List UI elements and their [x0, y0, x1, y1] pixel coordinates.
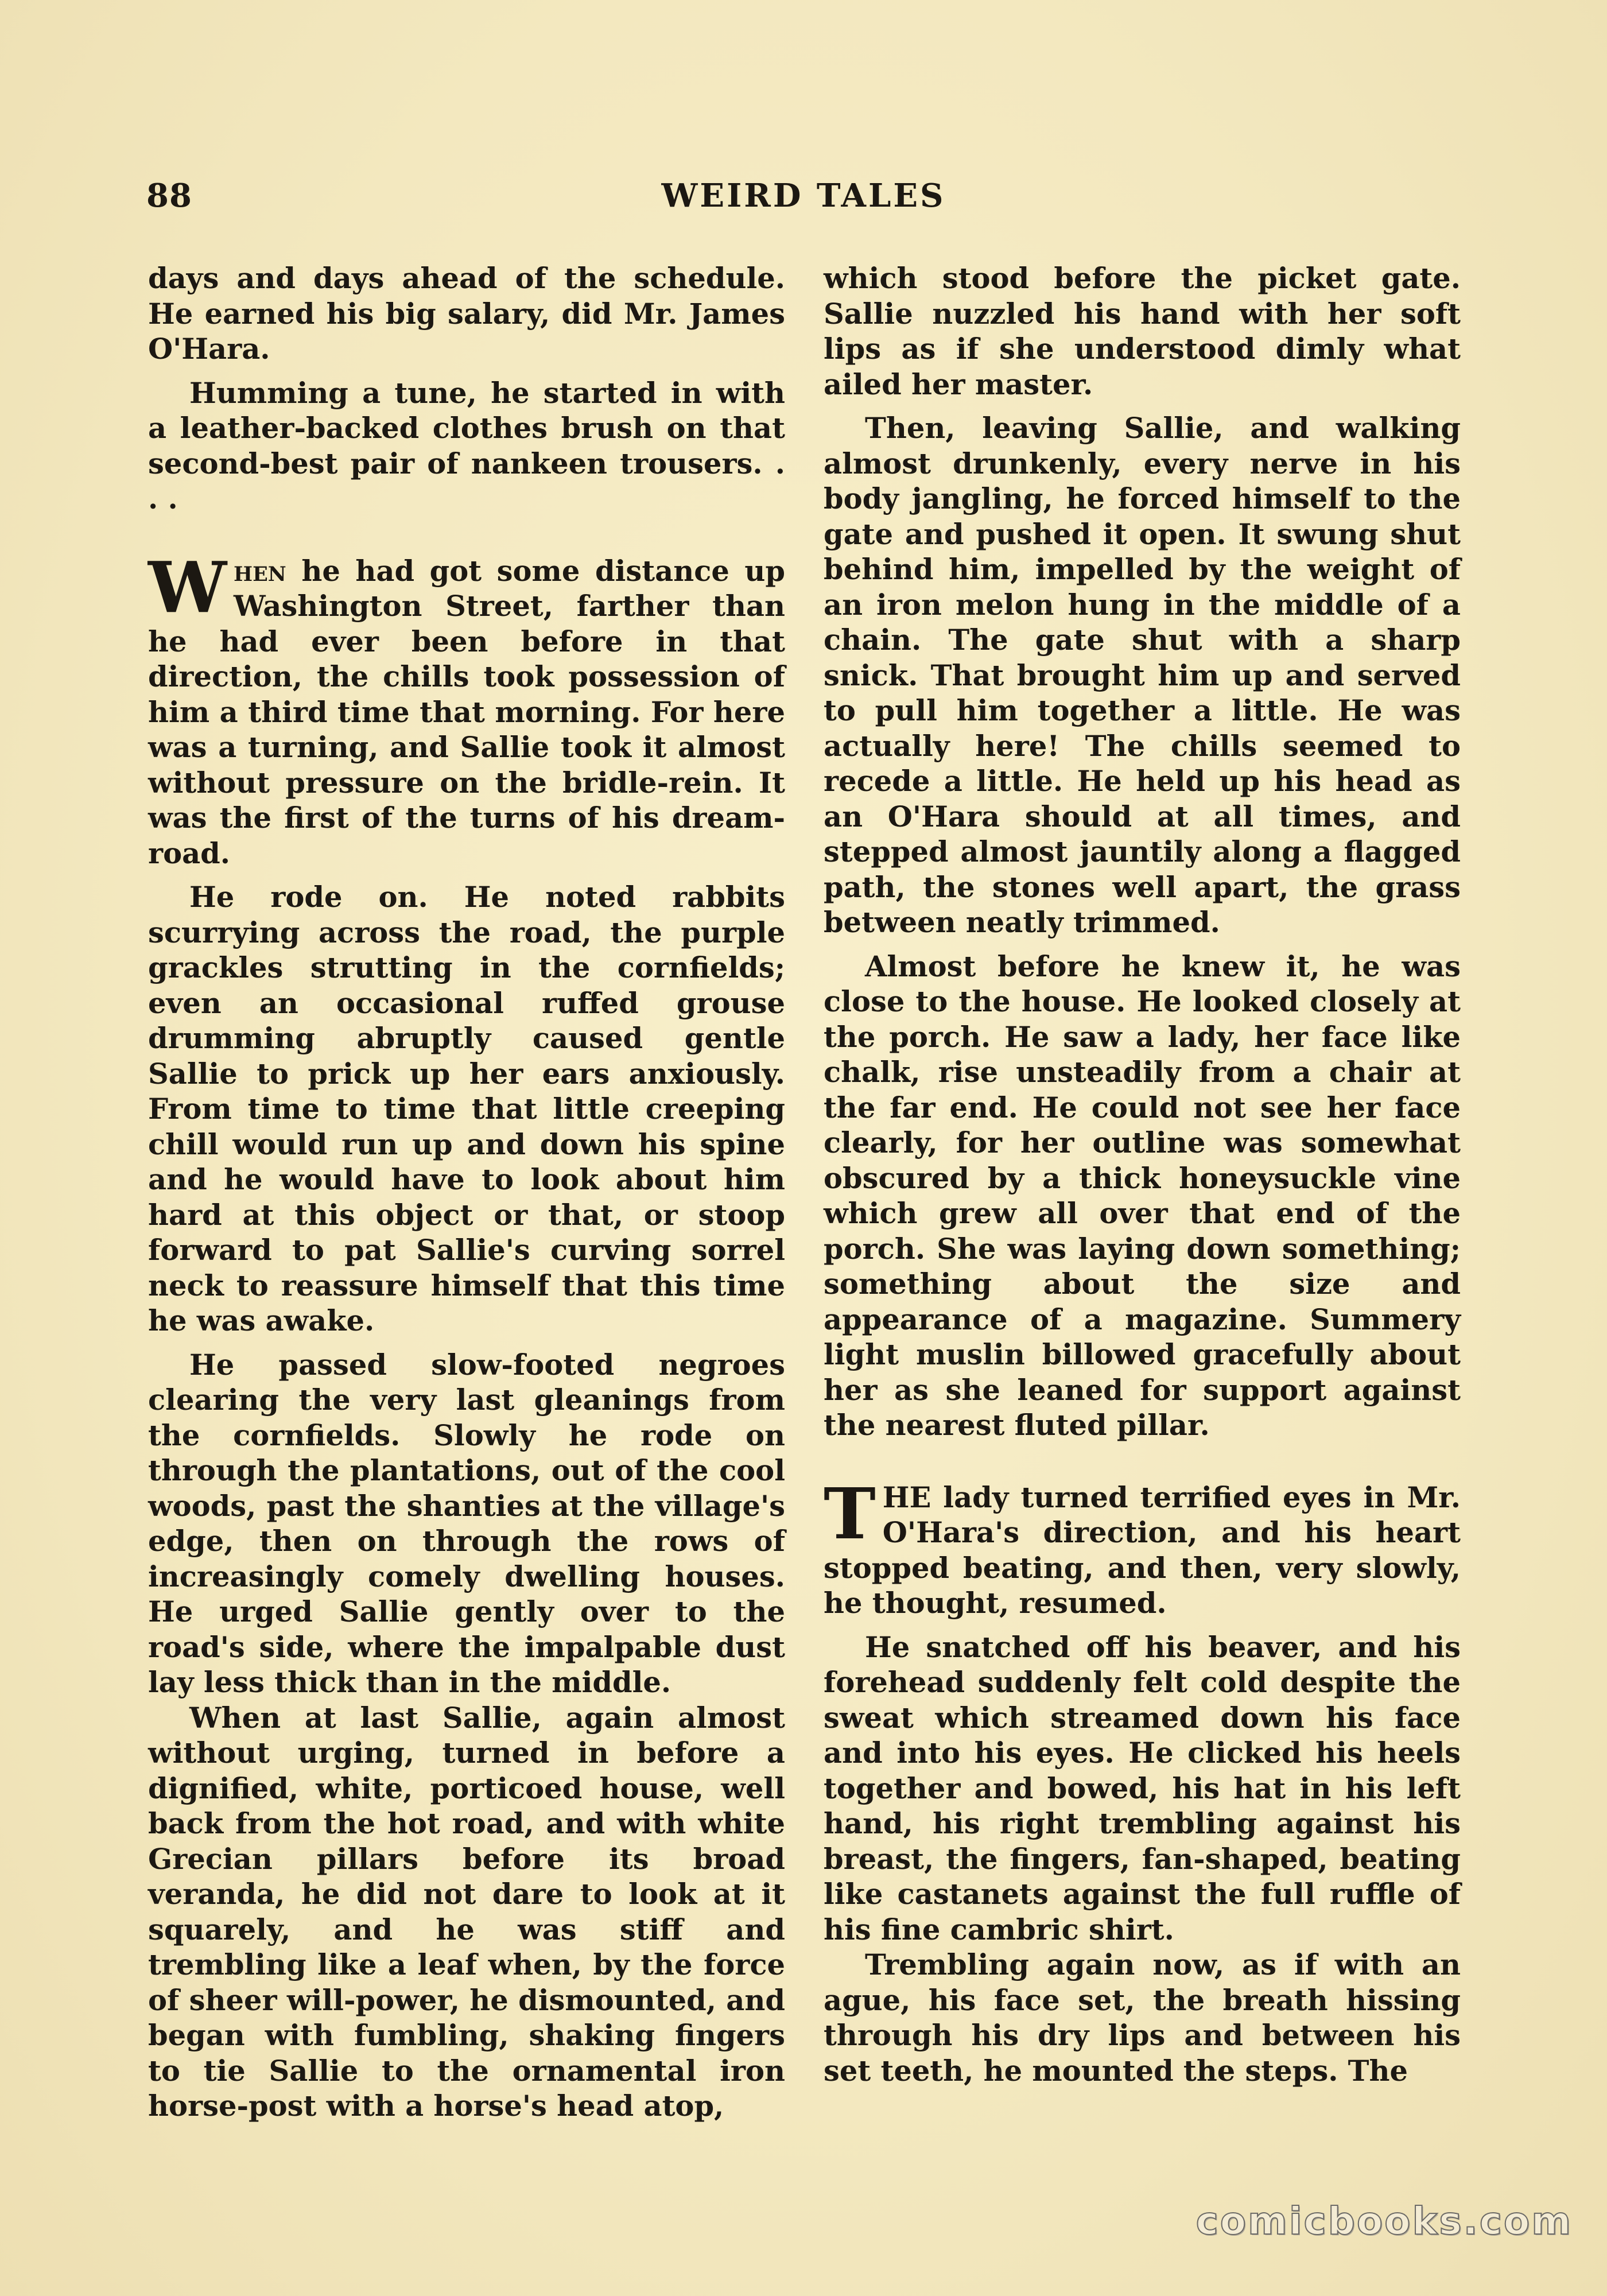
drop-cap: T: [824, 1472, 876, 1555]
paragraph: days and days ahead of the schedule. He earned his big salary, did Mr. James O'Hara.: [148, 262, 785, 366]
paragraph: Humming a tune, he started in with a leather-backed clothes brush on that second-best pair of nankeen trousers. . . .: [148, 376, 785, 515]
paragraph: He rode on. He noted rabbits scurrying across the road, the purple grackles strutting in the cornfields; even an occasional ruffed grouse drumming abruptly caused gentle Sallie to prick up her ears anxiously. From time to time that little creeping chill would run up and down his spine and he would have to look about him hard at this object or that, or stoop forward to pat Sallie's curving sorrel neck to reassure himself that this time he was awake.: [148, 881, 785, 1337]
small-caps-lead: hen: [234, 554, 286, 588]
right-column: [824, 261, 1461, 2089]
magazine-title: WEIRD TALES: [661, 177, 946, 215]
paragraph: Almost before he knew it, he was close to the house. He looked closely at the porch. He saw a lady, her face like chalk, rise unsteadily from a chair at the far end. He could not see her face clearly, for her outline was somewhat obscured by a thick honeysuckle vine which grew all over that end of the porch. She was laying down something; something about the size and appearance of a magazine. Summery light muslin billowed gracefully about her as she leaned for support against the nearest fluted pillar.: [824, 949, 1461, 1442]
paragraph-text: he had got some distance up Washington Street, farther than he had ever been before in that direction, the chills took possession of him a third time that morning. For here was a turning, and Sallie took it almost without pressure on the bridle-rein. It was the first of the turns of his dream-road.: [148, 554, 785, 870]
section-opening-paragraph: [148, 545, 785, 872]
section-opening-paragraph: [824, 1472, 1461, 1622]
left-column: [148, 261, 785, 2124]
watermark: comicbooks.com: [1195, 2199, 1573, 2243]
paragraph: He snatched off his beaver, and his forehead suddenly felt cold despite the sweat which streamed down his face and into his eyes. He clicked his heels together and bowed, his hat in his left hand, his right trembling against his breast, the fingers, fan-shaped, beating like castanets against the full ruffle of his fine cambric shirt.: [824, 1630, 1461, 1946]
paragraph: Trembling again now, as if with an ague, his face set, the breath hissing through his dry lips and between his set teeth, he mounted the steps. The: [824, 1948, 1461, 2088]
drop-cap: W: [148, 545, 227, 629]
paragraph: Then, leaving Sallie, and walking almost drunkenly, every nerve in his body jangling, he forced himself to the gate and pushed it open. It swung shut behind him, impelled by the weight of an iron melon hung in the middle of a chain. The gate shut with a sharp snick. That brought him up and served to pull him together a little. He was actually here! The chills seemed to recede a little. He held up his head as an O'Hara should at all times, and stepped almost jauntily along a flagged path, the stones well apart, the grass between neatly trimmed.: [824, 412, 1461, 939]
running-head: [146, 177, 1461, 223]
paragraph: When at last Sallie, again almost without urging, turned in before a dignified, white, porticoed house, well back from the hot road, and with white Grecian pillars before its broad veranda, he did not dare to look at it squarely, and he was stiff and trembling like a leaf when, by the force of sheer will-power, he dismounted, and began with fumbling, shaking fingers to tie Sallie to the ornamental iron horse-post with a horse's head atop,: [148, 1701, 785, 2123]
paragraph: He passed slow-footed negroes clearing the very last gleanings from the cornfields. Slowly he rode on through the plantations, out of the cool woods, past the shanties at the village's edge, then on through the rows of increasingly comely dwelling houses. He urged Sallie gently over to the road's side, where the impalpable dust lay less thick than in the middle.: [148, 1348, 785, 1699]
page-number: 88: [146, 177, 192, 215]
paragraph: which stood before the picket gate. Sallie nuzzled his hand with her soft lips as if she understood dimly what ailed her master.: [824, 262, 1461, 401]
paragraph-text: HE lady turned terrified eyes in Mr. O'Hara's direction, and his heart stopped beating, and then, very slowly, he thought, resumed.: [824, 1480, 1461, 1620]
